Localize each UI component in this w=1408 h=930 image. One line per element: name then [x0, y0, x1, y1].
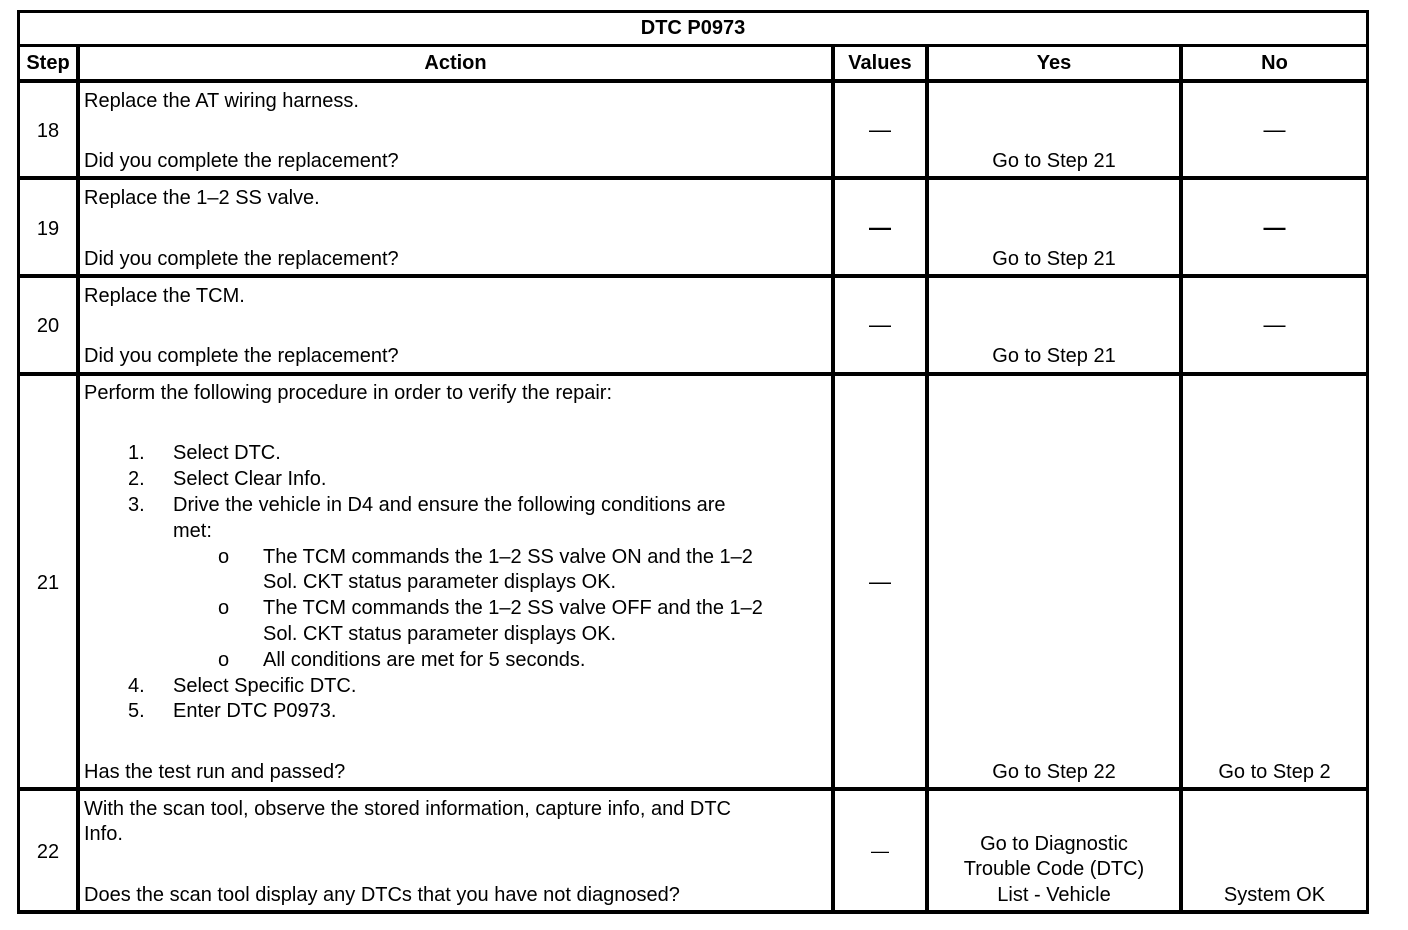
header-no: No: [1261, 52, 1288, 74]
action-text: Replace the 1–2 SS valve.: [84, 187, 320, 209]
yes-cell: Go to Diagnostic: [980, 833, 1128, 855]
table-border-right: [1366, 10, 1369, 914]
action-question: Does the scan tool display any DTCs that you have not diagnosed?: [84, 884, 680, 906]
sub-bullet: o: [218, 649, 230, 671]
header-yes: Yes: [1036, 52, 1072, 74]
title-divider: [17, 44, 1369, 47]
col-divider-values: [925, 45, 929, 914]
sub-item: All conditions are met for 5 seconds.: [263, 649, 586, 671]
action-text: Perform the following procedure in order to verify the repair:: [84, 382, 613, 404]
action-question: Did you complete the replacement?: [84, 345, 399, 367]
procedure-step-continued: met:: [173, 520, 212, 542]
yes-cell-line2: Trouble Code (DTC): [963, 858, 1145, 880]
procedure-number: 5.: [128, 700, 145, 722]
values-cell: —: [869, 215, 891, 240]
sub-item: The TCM commands the 1–2 SS valve ON and the 1–2: [263, 546, 753, 568]
sub-item-continued: Sol. CKT status parameter displays OK.: [263, 571, 617, 593]
header-divider: [17, 79, 1369, 83]
action-question: Has the test run and passed?: [84, 761, 346, 783]
yes-cell: Go to Step 21: [992, 345, 1116, 367]
action-text: With the scan tool, observe the stored information, capture info, and DTC: [84, 798, 731, 820]
procedure-number: 4.: [128, 675, 145, 697]
yes-cell-line3: List - Vehicle: [997, 884, 1111, 906]
step-number: 21: [36, 572, 60, 594]
sub-bullet: o: [218, 546, 230, 568]
table-border-left: [17, 10, 20, 914]
sub-bullet: o: [218, 597, 230, 619]
step-number: 18: [36, 120, 60, 142]
yes-cell: Go to Step 22: [992, 761, 1116, 783]
action-question: Did you complete the replacement?: [84, 248, 399, 270]
header-values: Values: [848, 52, 912, 74]
procedure-number: 3.: [128, 494, 145, 516]
sub-item-continued: Sol. CKT status parameter displays OK.: [263, 623, 617, 645]
yes-cell: Go to Step 21: [992, 248, 1116, 270]
procedure-step: Select DTC.: [173, 442, 281, 464]
values-cell: —: [869, 117, 891, 142]
step-number: 20: [36, 315, 60, 337]
values-cell: —: [871, 841, 889, 861]
no-cell: Go to Step 2: [1218, 761, 1331, 783]
header-step: Step: [26, 52, 70, 74]
values-cell: —: [869, 312, 891, 337]
no-cell: System OK: [1223, 884, 1326, 906]
no-cell: —: [1263, 215, 1286, 240]
no-cell: —: [1263, 312, 1286, 337]
no-cell: —: [1263, 117, 1286, 142]
col-divider-step: [76, 45, 80, 914]
sub-item: The TCM commands the 1–2 SS valve OFF and the 1–2: [263, 597, 763, 619]
action-text-continued: Info.: [84, 823, 123, 845]
procedure-step: Drive the vehicle in D4 and ensure the following conditions are: [173, 494, 726, 516]
table-border-bottom: [17, 910, 1369, 914]
action-question: Did you complete the replacement?: [84, 150, 399, 172]
row-divider-19: [17, 274, 1369, 278]
col-divider-action: [831, 45, 835, 914]
table-border-top: [17, 10, 1369, 13]
procedure-step: Select Clear Info.: [173, 468, 327, 490]
col-divider-yes: [1179, 45, 1183, 914]
row-divider-18: [17, 176, 1369, 180]
table-title: DTC P0973: [640, 17, 746, 39]
action-text: Replace the TCM.: [84, 285, 245, 307]
procedure-step: Select Specific DTC.: [173, 675, 357, 697]
procedure-number: 2.: [128, 468, 145, 490]
step-number: 22: [36, 841, 60, 863]
action-text: Replace the AT wiring harness.: [84, 90, 359, 112]
header-action: Action: [424, 52, 487, 74]
yes-cell: Go to Step 21: [992, 150, 1116, 172]
row-divider-20: [17, 372, 1369, 376]
step-number: 19: [36, 218, 60, 240]
values-cell: —: [869, 569, 891, 594]
procedure-number: 1.: [128, 442, 145, 464]
procedure-step: Enter DTC P0973.: [173, 700, 337, 722]
row-divider-21: [17, 787, 1369, 791]
